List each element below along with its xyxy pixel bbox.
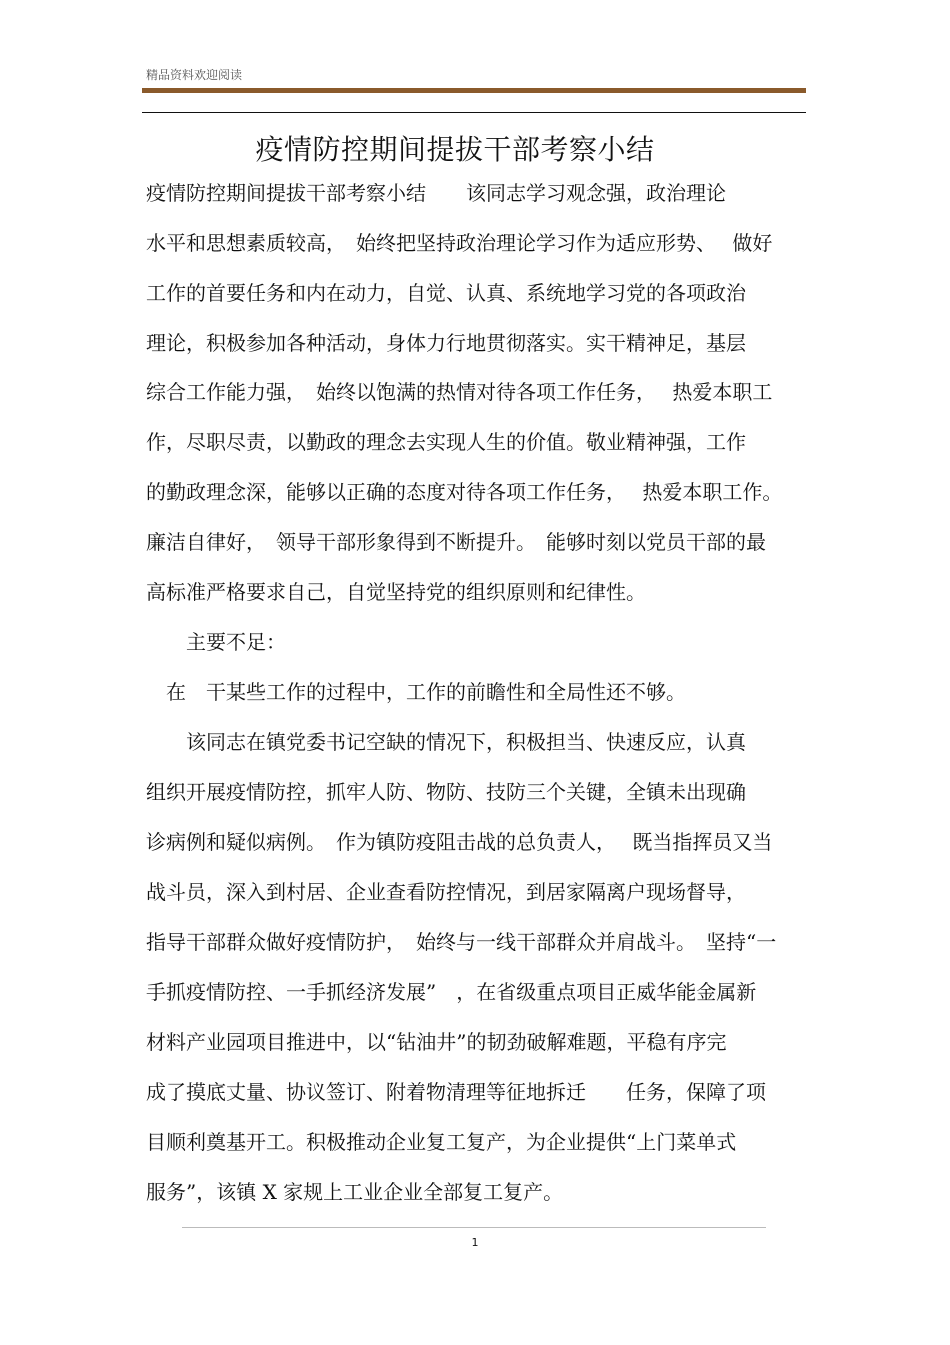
body-line: 廉洁自律好， 领导干部形象得到不断提升。 能够时刻以党员干部的最: [146, 530, 766, 554]
body-line: 在 干某些工作的过程中，工作的前瞻性和全局性还不够。: [146, 680, 686, 704]
body-line: 疫情防控期间提拔干部考察小结 该同志学习观念强，政治理论: [146, 181, 726, 205]
body-line: 成了摸底丈量、协议签订、附着物清理等征地拆迁 任务，保障了项: [146, 1080, 766, 1104]
page-number: 1: [471, 1236, 479, 1249]
body-line: 诊病例和疑似病例。 作为镇防疫阻击战的总负责人， 既当指挥员又当: [146, 830, 773, 854]
body-line: 水平和思想素质较高， 始终把坚持政治理论学习作为适应形势、 做好: [146, 231, 773, 255]
header-label: 精品资料欢迎阅读: [146, 68, 243, 82]
section-heading: 主要不足：: [146, 630, 286, 654]
body-line: 服务”，该镇 X 家规上工业企业全部复工复产。: [146, 1180, 564, 1204]
header-rule-thick: [142, 88, 806, 93]
body-line: 指导干部群众做好疫情防护， 始终与一线干部群众并肩战斗。 坚持“一: [146, 930, 777, 954]
body-line: 组织开展疫情防控，抓牢人防、物防、技防三个关键，全镇未出现确: [146, 780, 746, 804]
footer-rule: [182, 1227, 766, 1228]
body-line: 高标准严格要求自己，自觉坚持党的组织原则和纪律性。: [146, 580, 646, 604]
body-line: 综合工作能力强， 始终以饱满的热情对待各项工作任务， 热爱本职工: [146, 380, 773, 404]
body-line: 战斗员，深入到村居、企业查看防控情况，到居家隔离户现场督导，: [146, 880, 746, 904]
body-line: 目顺利奠基开工。积极推动企业复工复产，为企业提供“上门菜单式: [146, 1130, 737, 1154]
body-line: 该同志在镇党委书记空缺的情况下，积极担当、快速反应，认真: [146, 730, 746, 754]
body-line: 的勤政理念深，能够以正确的态度对待各项工作任务， 热爱本职工作。: [146, 480, 783, 504]
body-line: 手抓疫情防控、一手抓经济发展” ，在省级重点项目正威华能金属新: [146, 980, 757, 1004]
header-rule-thin: [142, 112, 806, 113]
body-line: 材料产业园项目推进中，以“钻油井”的韧劲破解难题，平稳有序完: [146, 1030, 727, 1054]
body-line: 理论，积极参加各种活动，身体力行地贯彻落实。实干精神足，基层: [146, 331, 746, 355]
body-line: 作，尽职尽责，以勤政的理念去实现人生的价值。敬业精神强，工作: [146, 430, 746, 454]
document-title: 疫情防控期间提拔干部考察小结: [255, 133, 655, 166]
body-line: 工作的首要任务和内在动力，自觉、认真、系统地学习党的各项政治: [146, 281, 746, 305]
